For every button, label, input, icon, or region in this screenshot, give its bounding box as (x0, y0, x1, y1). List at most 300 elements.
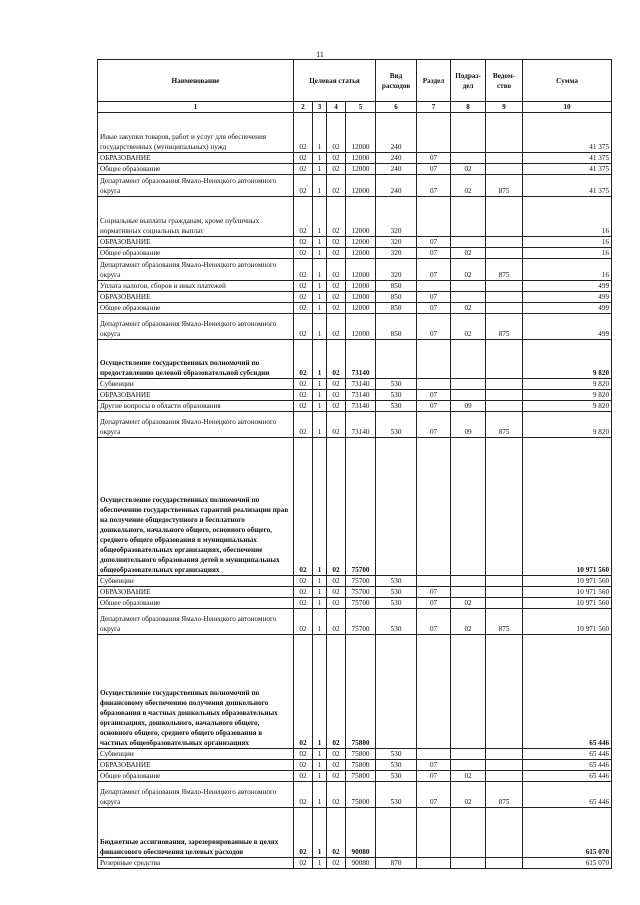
row-department (486, 808, 523, 858)
row-expense-type: 530 (376, 401, 417, 412)
row-section: 07 (417, 314, 451, 340)
row-program: 02 (294, 760, 313, 771)
row-program: 02 (294, 379, 313, 390)
row-direction: 73140 (346, 401, 376, 412)
row-subprogram: 1 (313, 292, 327, 303)
row-section (417, 808, 451, 858)
row-name: Социальные выплаты гражданам, кроме публичных нормативных социальных выплат (98, 197, 294, 237)
row-program: 02 (294, 340, 313, 379)
row-section (417, 113, 451, 153)
row-main-event: 02 (327, 153, 346, 164)
row-department: 875 (486, 175, 523, 197)
row-expense-type: 870 (376, 858, 417, 869)
row-subprogram: 1 (313, 749, 327, 760)
header-sum: Сумма (523, 60, 612, 102)
row-direction: 90080 (346, 808, 376, 858)
row-main-event: 02 (327, 197, 346, 237)
row-subprogram: 1 (313, 771, 327, 782)
table-row (98, 379, 612, 390)
page-number: 11 (316, 50, 324, 59)
row-section (417, 635, 451, 749)
row-section: 07 (417, 175, 451, 197)
row-direction: 12000 (346, 292, 376, 303)
row-program: 02 (294, 635, 313, 749)
table-row (98, 164, 612, 175)
row-name: Общее образование (98, 303, 294, 314)
row-section: 07 (417, 760, 451, 771)
table-body (98, 113, 612, 869)
row-direction: 12000 (346, 164, 376, 175)
row-program: 02 (294, 598, 313, 609)
row-direction: 75800 (346, 760, 376, 771)
row-department (486, 390, 523, 401)
row-direction: 75700 (346, 587, 376, 598)
row-subprogram: 1 (313, 576, 327, 587)
row-main-event: 02 (327, 314, 346, 340)
row-subprogram: 1 (313, 782, 327, 808)
row-section: 07 (417, 164, 451, 175)
column-number: 5 (346, 102, 376, 113)
row-sum: 499 (523, 314, 612, 340)
row-program: 02 (294, 113, 313, 153)
row-direction: 12000 (346, 248, 376, 259)
table-row (98, 197, 612, 237)
column-number: 4 (327, 102, 346, 113)
row-subsection (451, 587, 486, 598)
row-program: 02 (294, 401, 313, 412)
header-target: Целевая статья (294, 60, 376, 102)
row-program: 02 (294, 303, 313, 314)
row-subsection: 02 (451, 314, 486, 340)
row-main-event: 02 (327, 609, 346, 635)
row-subsection: 02 (451, 303, 486, 314)
row-program: 02 (294, 749, 313, 760)
row-department (486, 197, 523, 237)
table-row (98, 598, 612, 609)
row-section: 07 (417, 237, 451, 248)
table-row (98, 237, 612, 248)
row-department: 875 (486, 412, 523, 438)
row-program: 02 (294, 782, 313, 808)
row-subprogram: 1 (313, 281, 327, 292)
row-name: Уплата налогов, сборов и иных платежей (98, 281, 294, 292)
row-sum: 10 971 560 (523, 598, 612, 609)
row-section: 07 (417, 587, 451, 598)
row-department: 875 (486, 609, 523, 635)
row-section (417, 438, 451, 576)
row-name: ОБРАЗОВАНИЕ (98, 390, 294, 401)
row-subprogram: 1 (313, 401, 327, 412)
header-name: Наименование (98, 60, 294, 102)
row-section (417, 379, 451, 390)
table-row (98, 248, 612, 259)
row-subsection (451, 576, 486, 587)
row-department (486, 379, 523, 390)
row-department (486, 281, 523, 292)
row-main-event: 02 (327, 782, 346, 808)
table-row (98, 760, 612, 771)
row-subprogram: 1 (313, 197, 327, 237)
row-subsection: 02 (451, 771, 486, 782)
row-direction: 12000 (346, 153, 376, 164)
table-row (98, 390, 612, 401)
row-name: Департамент образования Ямало-Ненецкого автономного округа (98, 782, 294, 808)
row-sum: 16 (523, 237, 612, 248)
row-subprogram: 1 (313, 314, 327, 340)
row-program: 02 (294, 412, 313, 438)
row-expense-type: 530 (376, 771, 417, 782)
row-sum: 9 820 (523, 401, 612, 412)
row-section: 07 (417, 401, 451, 412)
table-row (98, 292, 612, 303)
row-expense-type: 530 (376, 587, 417, 598)
header-department: Ведом- ство (486, 60, 523, 102)
row-department: 875 (486, 314, 523, 340)
row-sum: 16 (523, 259, 612, 281)
row-main-event: 02 (327, 390, 346, 401)
row-main-event: 02 (327, 771, 346, 782)
table-row (98, 153, 612, 164)
row-name: Общее образование (98, 164, 294, 175)
row-section (417, 576, 451, 587)
row-department (486, 401, 523, 412)
row-expense-type: 320 (376, 248, 417, 259)
row-main-event: 02 (327, 749, 346, 760)
row-sum: 16 (523, 197, 612, 237)
table-row (98, 587, 612, 598)
budget-table (97, 59, 612, 869)
row-subsection (451, 197, 486, 237)
row-sum: 10 971 560 (523, 576, 612, 587)
row-name: Субвенции (98, 379, 294, 390)
row-name: Бюджетные ассигнования, зарезервированные в целях финансового обеспечения целевых расходов (98, 808, 294, 858)
row-sum: 65 446 (523, 749, 612, 760)
row-direction: 75800 (346, 749, 376, 760)
row-department (486, 576, 523, 587)
row-subprogram: 1 (313, 175, 327, 197)
row-expense-type (376, 808, 417, 858)
header-row (98, 60, 612, 102)
row-expense-type: 530 (376, 379, 417, 390)
row-name: Департамент образования Ямало-Ненецкого автономного округа (98, 259, 294, 281)
row-sum: 16 (523, 248, 612, 259)
row-subprogram: 1 (313, 438, 327, 576)
row-section (417, 749, 451, 760)
row-department (486, 292, 523, 303)
table-row (98, 314, 612, 340)
row-department (486, 771, 523, 782)
row-direction: 90080 (346, 858, 376, 869)
row-subprogram: 1 (313, 259, 327, 281)
row-main-event: 02 (327, 340, 346, 379)
row-main-event: 02 (327, 259, 346, 281)
row-main-event: 02 (327, 587, 346, 598)
row-section: 07 (417, 248, 451, 259)
row-expense-type: 240 (376, 113, 417, 153)
row-expense-type: 320 (376, 237, 417, 248)
row-section (417, 858, 451, 869)
row-main-event: 02 (327, 808, 346, 858)
row-program: 02 (294, 197, 313, 237)
row-subprogram: 1 (313, 609, 327, 635)
column-number: 9 (486, 102, 523, 113)
row-subprogram: 1 (313, 340, 327, 379)
row-name: Субвенции (98, 749, 294, 760)
row-direction: 75700 (346, 598, 376, 609)
row-expense-type: 240 (376, 164, 417, 175)
row-section: 07 (417, 259, 451, 281)
row-direction: 12000 (346, 237, 376, 248)
row-expense-type: 850 (376, 281, 417, 292)
row-name: ОБРАЗОВАНИЕ (98, 587, 294, 598)
row-sum: 10 971 560 (523, 438, 612, 576)
row-expense-type: 530 (376, 598, 417, 609)
table-row (98, 340, 612, 379)
row-direction: 75700 (346, 438, 376, 576)
row-sum: 10 971 560 (523, 587, 612, 598)
row-department (486, 587, 523, 598)
table-row (98, 401, 612, 412)
row-department (486, 164, 523, 175)
row-department (486, 635, 523, 749)
row-expense-type: 530 (376, 782, 417, 808)
row-section: 07 (417, 782, 451, 808)
row-sum: 9 820 (523, 390, 612, 401)
table-row (98, 635, 612, 749)
row-subsection: 02 (451, 782, 486, 808)
table-row (98, 782, 612, 808)
row-expense-type: 240 (376, 153, 417, 164)
table-row (98, 175, 612, 197)
row-expense-type: 530 (376, 412, 417, 438)
row-name: Осуществление государственных полномочий по предоставлению целевой образовательной субсидии (98, 340, 294, 379)
row-department (486, 858, 523, 869)
row-name: Общее образование (98, 771, 294, 782)
row-program: 02 (294, 153, 313, 164)
row-subprogram: 1 (313, 303, 327, 314)
header-subsection: Подраз- дел (451, 60, 486, 102)
table-row (98, 412, 612, 438)
row-main-event: 02 (327, 635, 346, 749)
column-number: 7 (417, 102, 451, 113)
row-main-event: 02 (327, 576, 346, 587)
row-name: Общее образование (98, 248, 294, 259)
row-department (486, 153, 523, 164)
header-section: Раздел (417, 60, 451, 102)
row-section (417, 281, 451, 292)
row-section: 07 (417, 412, 451, 438)
row-section: 07 (417, 609, 451, 635)
row-name: ОБРАЗОВАНИЕ (98, 237, 294, 248)
row-main-event: 02 (327, 175, 346, 197)
row-main-event: 02 (327, 237, 346, 248)
row-program: 02 (294, 858, 313, 869)
row-subsection (451, 292, 486, 303)
table-row (98, 749, 612, 760)
column-number: 8 (451, 102, 486, 113)
row-subprogram: 1 (313, 113, 327, 153)
row-program: 02 (294, 164, 313, 175)
row-main-event: 02 (327, 248, 346, 259)
row-sum: 41 375 (523, 153, 612, 164)
row-direction: 12000 (346, 281, 376, 292)
table-row (98, 259, 612, 281)
row-expense-type: 530 (376, 749, 417, 760)
row-expense-type: 320 (376, 259, 417, 281)
row-subsection (451, 113, 486, 153)
row-sum: 499 (523, 303, 612, 314)
row-name: Другие вопросы в области образования (98, 401, 294, 412)
row-name: Департамент образования Ямало-Ненецкого автономного округа (98, 609, 294, 635)
row-name: ОБРАЗОВАНИЕ (98, 153, 294, 164)
row-section: 07 (417, 771, 451, 782)
row-subprogram: 1 (313, 587, 327, 598)
row-direction: 12000 (346, 113, 376, 153)
row-direction: 75800 (346, 782, 376, 808)
row-subprogram: 1 (313, 412, 327, 438)
row-name: Осуществление государственных полномочий по финансовому обеспечению получения дошкольного образования в частных дошкольных образовательных организациях, дошкольного, начального общего, основного общего, среднего общего образования в частных общеобразовательных организациях (98, 635, 294, 749)
row-program: 02 (294, 808, 313, 858)
row-expense-type: 850 (376, 314, 417, 340)
row-subsection (451, 438, 486, 576)
row-direction: 73140 (346, 379, 376, 390)
row-main-event: 02 (327, 281, 346, 292)
row-direction: 73140 (346, 340, 376, 379)
row-direction: 12000 (346, 175, 376, 197)
row-subsection (451, 749, 486, 760)
row-sum: 65 446 (523, 782, 612, 808)
row-subprogram: 1 (313, 390, 327, 401)
row-subprogram: 1 (313, 237, 327, 248)
row-department (486, 749, 523, 760)
table-row (98, 808, 612, 858)
row-sum: 65 446 (523, 760, 612, 771)
row-name: Иные закупки товаров, работ и услуг для обеспечения государственных (муниципальных) нужд (98, 113, 294, 153)
row-subsection (451, 379, 486, 390)
row-expense-type (376, 438, 417, 576)
table-row (98, 576, 612, 587)
row-sum: 9 820 (523, 412, 612, 438)
row-main-event: 02 (327, 303, 346, 314)
row-direction: 75800 (346, 771, 376, 782)
row-section: 07 (417, 598, 451, 609)
row-department (486, 113, 523, 153)
row-sum: 41 375 (523, 175, 612, 197)
row-expense-type: 850 (376, 292, 417, 303)
row-expense-type (376, 340, 417, 379)
row-program: 02 (294, 259, 313, 281)
row-direction: 12000 (346, 197, 376, 237)
header-exp-type: Вид расходов (376, 60, 417, 102)
row-sum: 65 446 (523, 635, 612, 749)
row-name: Общее образование (98, 598, 294, 609)
row-expense-type: 530 (376, 576, 417, 587)
row-program: 02 (294, 292, 313, 303)
row-department: 875 (486, 782, 523, 808)
table-row (98, 771, 612, 782)
row-section: 07 (417, 390, 451, 401)
row-sum: 10 971 560 (523, 609, 612, 635)
row-subsection (451, 858, 486, 869)
row-subsection (451, 760, 486, 771)
row-main-event: 02 (327, 760, 346, 771)
row-main-event: 02 (327, 401, 346, 412)
table-row (98, 303, 612, 314)
column-number: 10 (523, 102, 612, 113)
row-subsection: 02 (451, 175, 486, 197)
row-expense-type: 530 (376, 390, 417, 401)
row-sum: 9 820 (523, 340, 612, 379)
row-direction: 75800 (346, 635, 376, 749)
row-main-event: 02 (327, 164, 346, 175)
row-main-event: 02 (327, 438, 346, 576)
row-subprogram: 1 (313, 153, 327, 164)
row-direction: 73140 (346, 390, 376, 401)
row-subsection (451, 281, 486, 292)
row-expense-type: 320 (376, 197, 417, 237)
row-sum: 615 070 (523, 808, 612, 858)
row-expense-type: 240 (376, 175, 417, 197)
row-main-event: 02 (327, 113, 346, 153)
row-program: 02 (294, 175, 313, 197)
row-name: ОБРАЗОВАНИЕ (98, 292, 294, 303)
row-name: Субвенции (98, 576, 294, 587)
row-department (486, 598, 523, 609)
column-number: 6 (376, 102, 417, 113)
row-program: 02 (294, 248, 313, 259)
row-expense-type (376, 635, 417, 749)
row-main-event: 02 (327, 412, 346, 438)
row-sum: 41 375 (523, 113, 612, 153)
table-row (98, 113, 612, 153)
row-subprogram: 1 (313, 248, 327, 259)
table-row (98, 609, 612, 635)
row-subsection: 02 (451, 259, 486, 281)
row-subsection: 09 (451, 412, 486, 438)
row-department (486, 248, 523, 259)
row-subsection: 02 (451, 598, 486, 609)
row-department: 875 (486, 259, 523, 281)
row-subsection (451, 390, 486, 401)
row-section (417, 197, 451, 237)
row-program: 02 (294, 576, 313, 587)
table-row (98, 438, 612, 576)
row-program: 02 (294, 314, 313, 340)
row-direction: 75700 (346, 609, 376, 635)
row-department (486, 438, 523, 576)
row-sum: 9 820 (523, 379, 612, 390)
row-subsection (451, 153, 486, 164)
row-subsection: 02 (451, 609, 486, 635)
row-subsection: 02 (451, 164, 486, 175)
row-name: Департамент образования Ямало-Ненецкого автономного округа (98, 314, 294, 340)
column-number-row (98, 102, 612, 113)
row-direction: 73140 (346, 412, 376, 438)
row-department (486, 303, 523, 314)
row-sum: 65 446 (523, 771, 612, 782)
row-name: ОБРАЗОВАНИЕ (98, 760, 294, 771)
row-section: 07 (417, 303, 451, 314)
row-expense-type: 530 (376, 760, 417, 771)
row-program: 02 (294, 438, 313, 576)
row-subprogram: 1 (313, 858, 327, 869)
row-expense-type: 530 (376, 609, 417, 635)
column-number: 1 (98, 102, 294, 113)
row-main-event: 02 (327, 598, 346, 609)
row-subsection: 09 (451, 401, 486, 412)
row-subsection (451, 340, 486, 379)
row-name: Департамент образования Ямало-Ненецкого автономного округа (98, 412, 294, 438)
